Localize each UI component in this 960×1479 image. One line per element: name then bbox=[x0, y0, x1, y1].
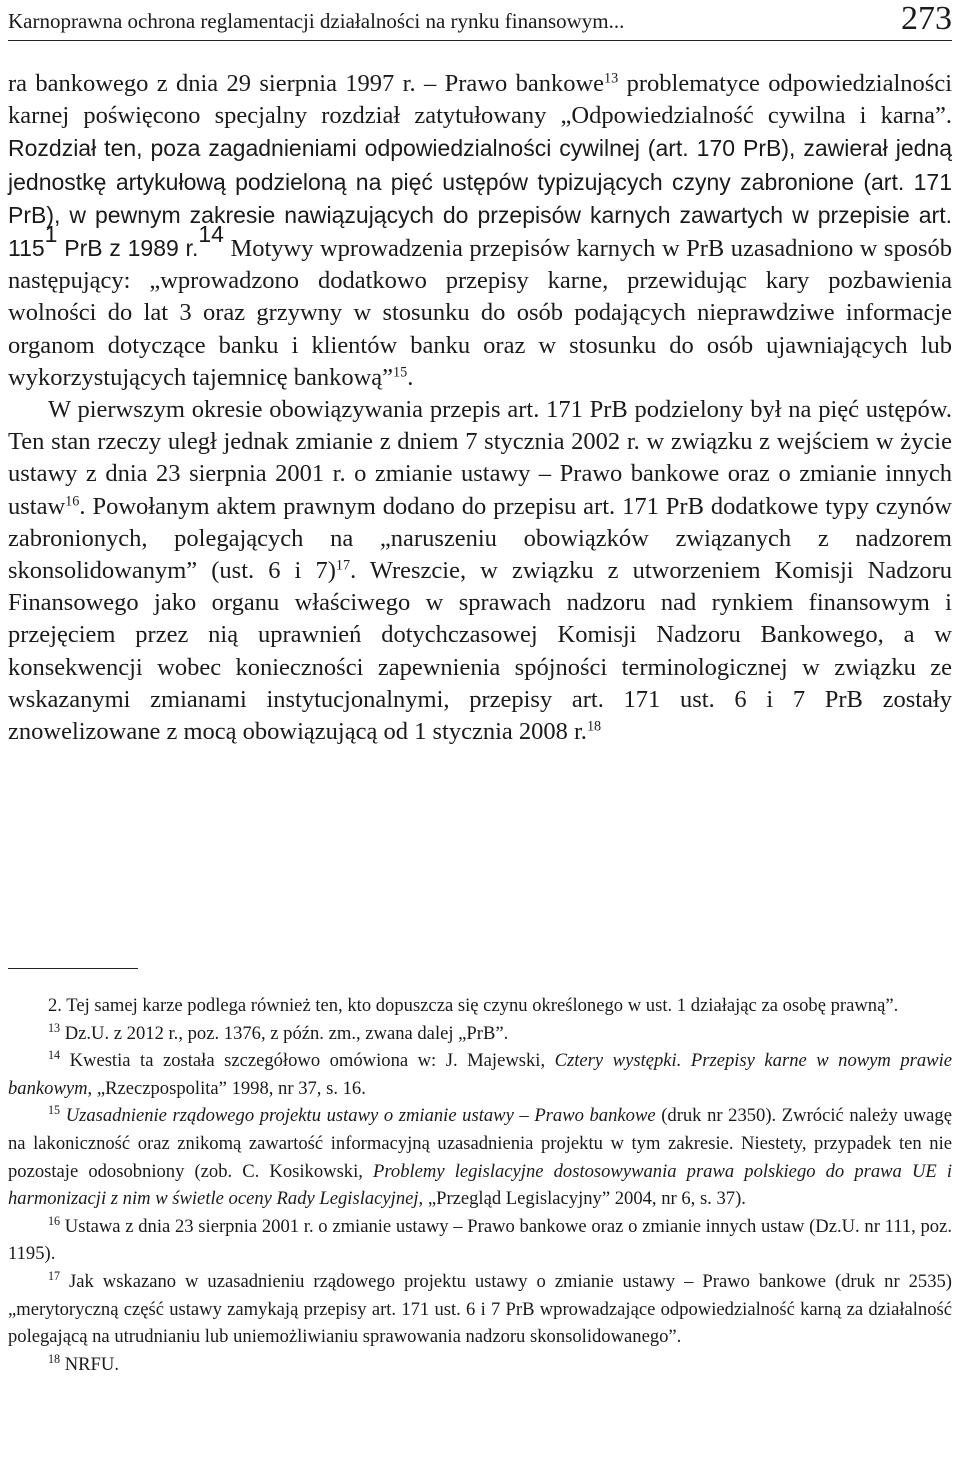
footnote-14-title: Cztery występki. Przepisy karne w nowym prawie bankowym bbox=[8, 1050, 952, 1099]
footnote-separator bbox=[8, 968, 138, 969]
main-text bbox=[8, 68, 952, 748]
p1-text-a: ra bankowego z dnia 29 sierpnia 1997 r. – Prawo bankowe bbox=[8, 70, 605, 97]
p1-text-c: Rozdział ten, poza zagadnieniami odpowiedzialności cywilnej (art. 170 PrB), zawierał jedną jednostkę artykułową podzieloną na pięć ustępów typizujących czyny zabronione (art. 171 PrB), w pewnym zakresie nawiązujących do przepisów karnych zawartych w przepisie art. 115 bbox=[8, 135, 952, 262]
footnote-14-text-b: , „Rzeczpospolita” 1998, nr 37, s. 16. bbox=[87, 1077, 366, 1099]
footnote-ref-13: 13 bbox=[604, 70, 619, 87]
footnote-15 bbox=[8, 1102, 952, 1212]
footnote-13 bbox=[8, 1020, 952, 1048]
p1-text-f: . bbox=[407, 363, 414, 391]
footnote-ref-14: 14 bbox=[198, 221, 224, 248]
footnote-18-number: 18 bbox=[48, 1351, 61, 1366]
footnote-14-text-a: Kwestia ta została szczegółowo omówiona w: J. Majewski, bbox=[60, 1050, 555, 1072]
footnote-15-title-1: Uzasadnienie rządowego projektu ustawy o zmianie ustawy – Prawo bankowe bbox=[65, 1105, 656, 1127]
p2-text-a: W pierwszym okresie obowiązywania przepis art. 171 PrB podzielony był na pięć ustępów. Ten stan rzeczy uległ jednak zmianie z dniem 7 stycznia 2002 r. w związku z wejściem w życie ustawy z dnia 23 sierpnia 2001 r. o zmianie ustawy – Prawo bankowe oraz o zmianie innych ustaw bbox=[8, 396, 952, 520]
superscript-1: 1 bbox=[44, 221, 58, 248]
paragraph-2 bbox=[8, 394, 952, 748]
footnotes bbox=[8, 992, 952, 1378]
footnote-17-text: Jak wskazano w uzasadnieniu rządowego projektu ustawy o zmianie ustawy – Prawo bankowe (druk nr 2535) „merytoryczną część ustawy zamykają przepisy art. 171 ust. 6 i 7 PrB wprowadzające odpowiedzialność karną za działalność polegającą na utrudnianiu lub uniemożliwianiu sprawowania nadzoru skonsolidowanego”. bbox=[8, 1270, 952, 1348]
footnote-14 bbox=[8, 1047, 952, 1102]
p2-text-c: . Wreszcie, w związku z utworzeniem Komisji Nadzoru Finansowego jako organu właściwego w sprawach nadzoru nad rynkiem finansowym i przejęciem przez nią uprawnień dotychczasowej Komisji Nadzoru Bankowego, a w konsekwencji wobec konieczności zapewnienia spójności terminologicznej w związku ze wskazanymi zmianami instytucjonalnymi, przepisy art. 171 ust. 6 i 7 PrB zostały znowelizowane z mocą obowiązującą od 1 stycznia 2008 r. bbox=[8, 557, 952, 746]
footnote-17 bbox=[8, 1268, 952, 1351]
footnote-15-text-a: (druk nr 2350). Zwrócić należy uwagę na lakoniczność oraz znikomą zawartość informacyjną uzasadnienia projektu w tym zakresie. Niestety, przypadek ten nie pozostaje odosobniony (zob. C. Kosikowski, bbox=[8, 1105, 952, 1182]
footnote-ref-16: 16 bbox=[65, 493, 80, 510]
footnote-ref-18: 18 bbox=[586, 718, 602, 735]
p2-text-b: . Powołanym aktem prawnym dodano do przepisu art. 171 PrB dodatkowe typy czynów zabronionych, polegających na „naruszeniu obowiązków związanych z nadzorem skonsolidowanym” (ust. 6 i 7) bbox=[8, 492, 952, 585]
footnote-15-title-2: Problemy legislacyjne dostosowywania prawa polskiego do prawa UE i harmonizacji z nim w świetle oceny Rady Legislacyjnej bbox=[8, 1160, 952, 1210]
footnote-18-text: NRFU. bbox=[60, 1353, 119, 1375]
footnote-15-number: 15 bbox=[48, 1103, 61, 1118]
footnote-16-number: 16 bbox=[48, 1213, 61, 1228]
footnote-continuation: 2. Tej samej karze podlega również ten, kto dopuszcza się czynu określonego w ust. 1 działając za osobę prawną”. bbox=[48, 995, 899, 1016]
p1-text-b: problematyce odpowiedzialności karnej poświęcono specjalny rozdział zatytułowany „Odpowiedzialność cywilna i karna”. bbox=[8, 70, 953, 130]
footnote-ref-15: 15 bbox=[393, 364, 408, 381]
page-number: 273 bbox=[901, 0, 952, 37]
footnote-13-number: 13 bbox=[48, 1020, 61, 1035]
footnote-ref-17: 17 bbox=[335, 557, 351, 574]
p1-text-e: Motywy wprowadzenia przepisów karnych w PrB uzasadniono w sposób następujący: „wprowadzono dodatkowo przepisy karne, przewidując kary pozbawienia wolności do lat 3 oraz grzywny w stosunku do osób podających nieprawdziwe informacje organom dotyczące banku i klientów banku oraz w stosunku do osób ujawniających lub wykorzystujących tajemnicę bankową” bbox=[8, 235, 952, 391]
footnote-17-number: 17 bbox=[48, 1268, 61, 1283]
footnote-16 bbox=[8, 1213, 952, 1268]
footnote-15-text-b: , „Przegląd Legislacyjny” 2004, nr 6, s. 37). bbox=[418, 1188, 746, 1210]
p1-text-d: PrB z 1989 r. bbox=[57, 235, 199, 262]
footnote-14-number: 14 bbox=[48, 1047, 61, 1062]
running-header bbox=[8, 2, 952, 41]
paragraph-1 bbox=[8, 68, 952, 394]
footnote-13-text: Dz.U. z 2012 r., poz. 1376, z późn. zm., zwana dalej „PrB”. bbox=[60, 1022, 509, 1044]
footnote-18 bbox=[8, 1351, 952, 1379]
running-title: Karnoprawna ochrona reglamentacji działalności na rynku finansowym... bbox=[8, 9, 625, 33]
footnote-16-text: Ustawa z dnia 23 sierpnia 2001 r. o zmianie ustawy – Prawo bankowe oraz o zmianie innych ustaw (Dz.U. nr 111, poz. 1195). bbox=[8, 1215, 952, 1265]
